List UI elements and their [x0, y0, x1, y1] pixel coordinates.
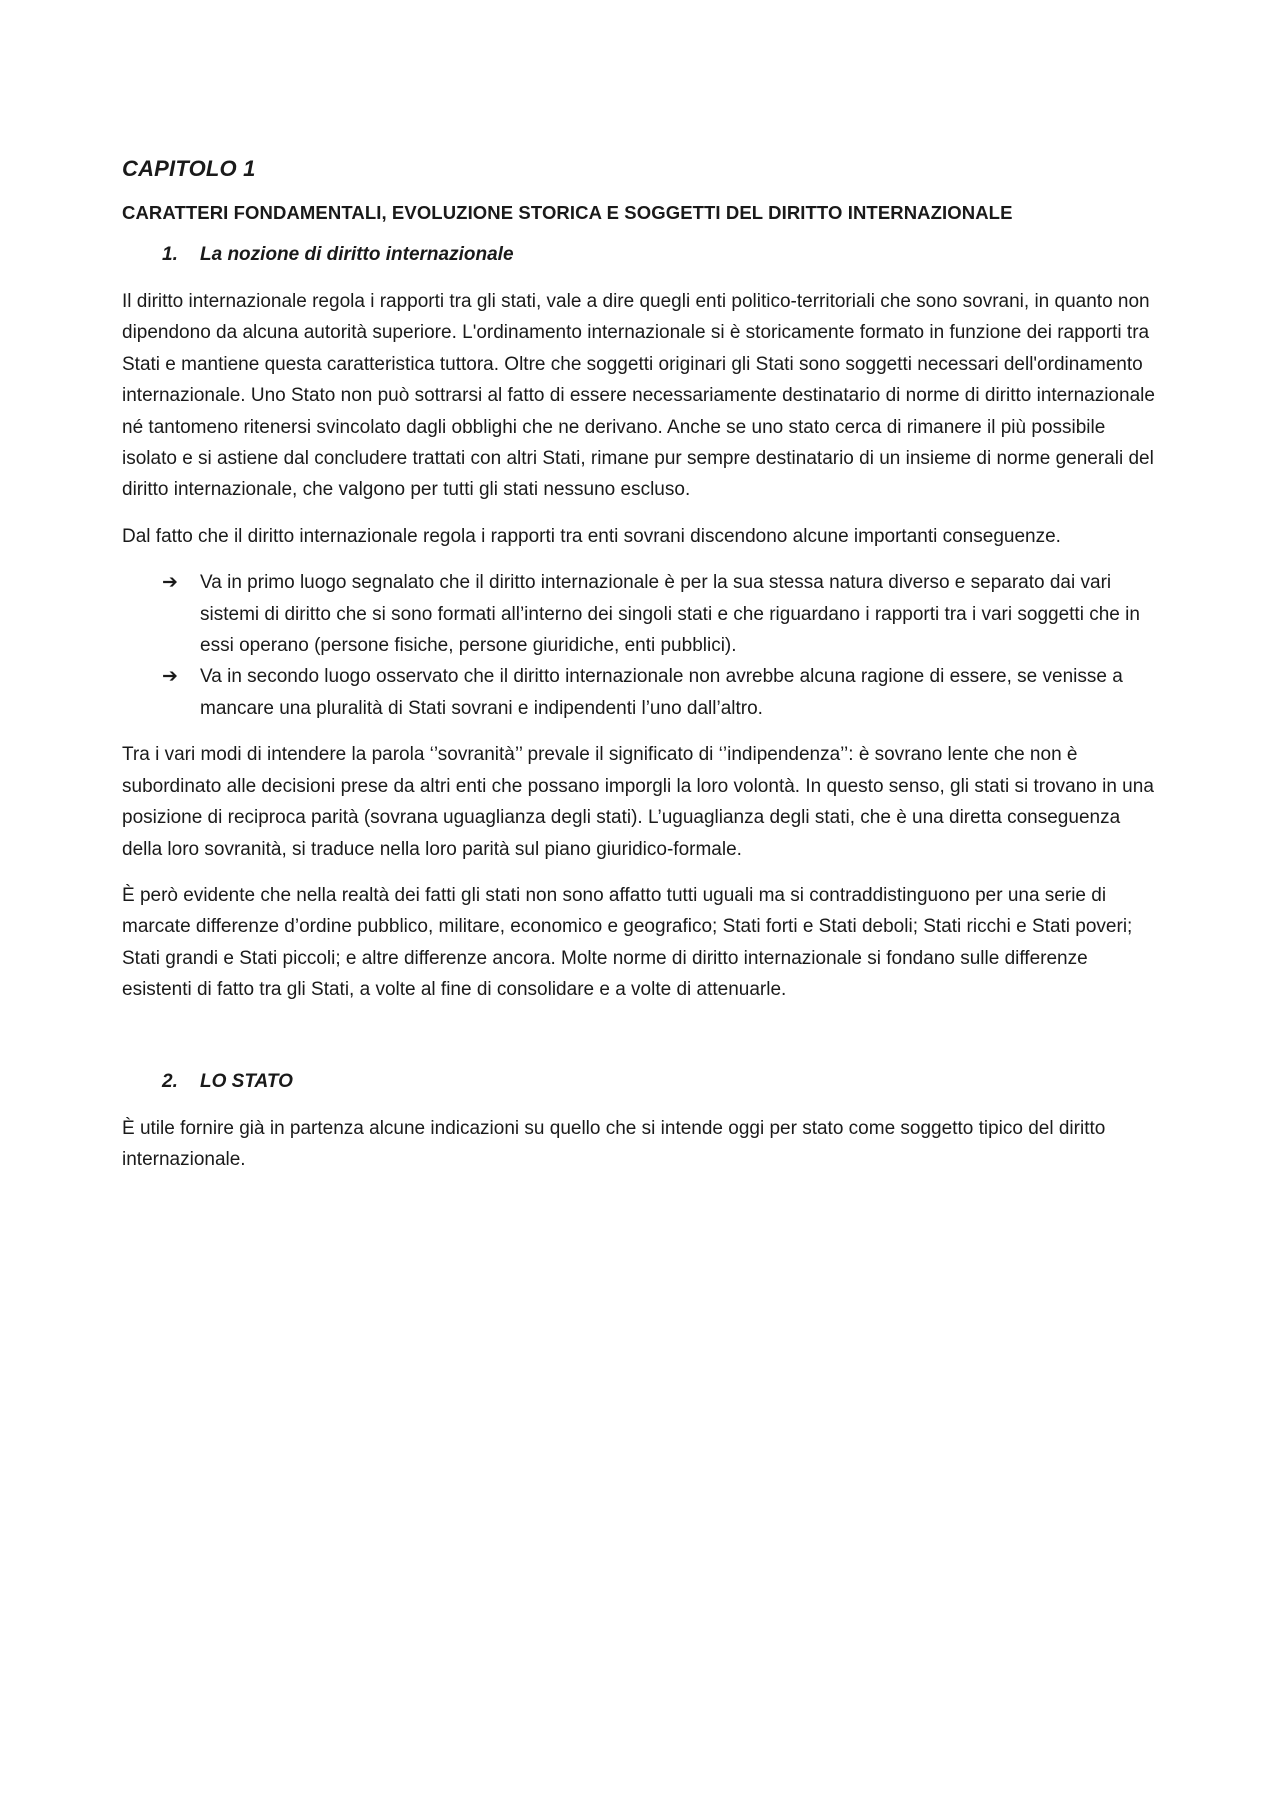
chapter-title: CARATTERI FONDAMENTALI, EVOLUZIONE STORICA E SOGGETTI DEL DIRITTO INTERNAZIONALE [122, 202, 1013, 223]
section-number: 2. [162, 1070, 178, 1092]
paragraph: È però evidente che nella realtà dei fatti gli stati non sono affatto tutti uguali ma si contraddistinguono per una serie di marcate differenze d’ordine pubblico, militare, economico e geografico; Stati forti e Stati deboli; Stati ricchi e Stati poveri; Stati grandi e Stati piccoli; e altre differenze ancora. Molte norme di diritto internazionale si fondano sulle differenze esistenti di fatto tra gli Stati, a volte al fine di consolidare e a volte di attenuarle. [122, 884, 1133, 1001]
section-heading-1 [162, 244, 1160, 266]
section-heading-2 [162, 1071, 1160, 1093]
section-title: LO STATO [200, 1070, 293, 1092]
section-number: 1. [162, 244, 178, 265]
arrow-right-icon: ➔ [162, 666, 178, 688]
chapter-heading: CAPITOLO 1 [122, 156, 256, 181]
arrow-right-icon: ➔ [162, 572, 178, 594]
paragraph: È utile fornire già in partenza alcune indicazioni su quello che si intende oggi per stato come soggetto tipico del diritto internazionale. [122, 1117, 1106, 1170]
paragraph: Dal fatto che il diritto internazionale regola i rapporti tra enti sovrani discendono alcune importanti conseguenze. [122, 525, 1061, 547]
list-item-text: Va in secondo luogo osservato che il diritto internazionale non avrebbe alcuna ragione di essere, se venisse a mancare una pluralità di Stati sovrani e indipendenti l’uno dall’altro. [200, 666, 1123, 719]
spacer [122, 1021, 1160, 1071]
section-title: La nozione di diritto internazionale [200, 244, 514, 265]
paragraph: Tra i vari modi di intendere la parola ‘’sovranità’’ prevale il significato di ‘’indipendenza’’: è sovrano lente che non è subordinato alle decisioni prese da altri enti che possano imporgli la loro volontà. In questo senso, gli stati si trovano in una posizione di reciproca parità (sovrana uguaglianza degli stati). L’uguaglianza degli stati, che è una diretta conseguenza della loro sovranità, si traduce nella loro parità sul piano giuridico-formale. [122, 744, 1154, 860]
list-item-text: Va in primo luogo segnalato che il diritto internazionale è per la sua stessa natura diverso e separato dai vari sistemi di diritto che si sono formati all’interno dei singoli stati e che riguardano i rapporti tra i vari soggetti che in essi operano (persone fisiche, persone giuridiche, enti pubblici). [200, 572, 1140, 657]
list-item [162, 661, 1160, 724]
list-item [162, 567, 1160, 661]
bullet-list [162, 567, 1160, 724]
paragraph: Il diritto internazionale regola i rapporti tra gli stati, vale a dire quegli enti politico-territoriali che sono sovrani, in quanto non dipendono da alcuna autorità superiore. L'ordinamento internazionale si è storicamente formato in funzione dei rapporti tra Stati e mantiene questa caratteristica tuttora. Oltre che soggetti originari gli Stati sono soggetti necessari dell'ordinamento internazionale. Uno Stato non può sottrarsi al fatto di essere necessariamente destinatario di norme di diritto internazionale né tantomeno ritenersi svincolato dagli obblighi che ne derivano. Anche se uno stato cerca di rimanere il più possibile isolato e si astiene dal concludere trattati con altri Stati, rimane pur sempre destinatario di un insieme di norme generali del diritto internazionale, che valgono per tutti gli stati nessuno escluso. [122, 291, 1155, 501]
